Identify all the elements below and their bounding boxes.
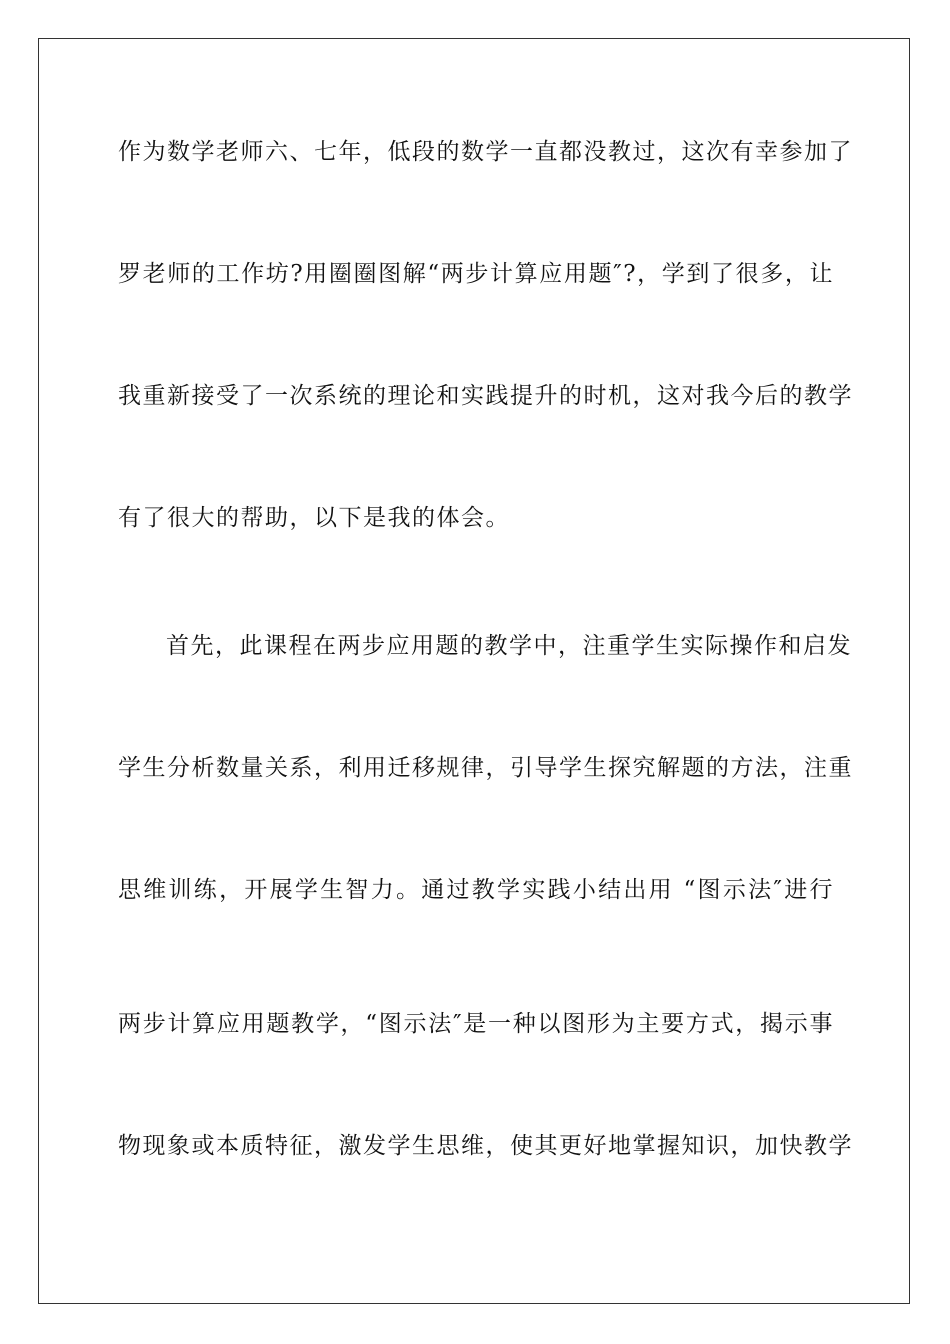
paragraph-line: 我重新接受了一次系统的理论和实践提升的时机，这对我今后的教学 [118, 383, 853, 409]
page-border [38, 38, 910, 1304]
paragraph-line: 作为数学老师六、七年，低段的数学一直都没教过，这次有幸参加了 [118, 139, 853, 165]
paragraph-line: 罗老师的工作坊?用圈圈图解“两步计算应用题″?，学到了很多，让 [118, 261, 834, 287]
paragraph-line: 思维训练，开展学生智力。通过教学实践小结出用 “图示法″进行 [118, 877, 834, 903]
paragraph-line: 两步计算应用题教学，“图示法″是一种以图形为主要方式，揭示事 [118, 1011, 834, 1037]
paragraph-line: 学生分析数量关系，利用迁移规律，引导学生探究解题的方法，注重 [118, 755, 853, 781]
paragraph-line: 物现象或本质特征，激发学生思维，使其更好地掌握知识，加快教学 [118, 1133, 853, 1159]
paragraph-line: 首先，此课程在两步应用题的教学中，注重学生实际操作和启发 [166, 633, 852, 659]
paragraph-line: 有了很大的帮助，以下是我的体会。 [118, 505, 510, 531]
